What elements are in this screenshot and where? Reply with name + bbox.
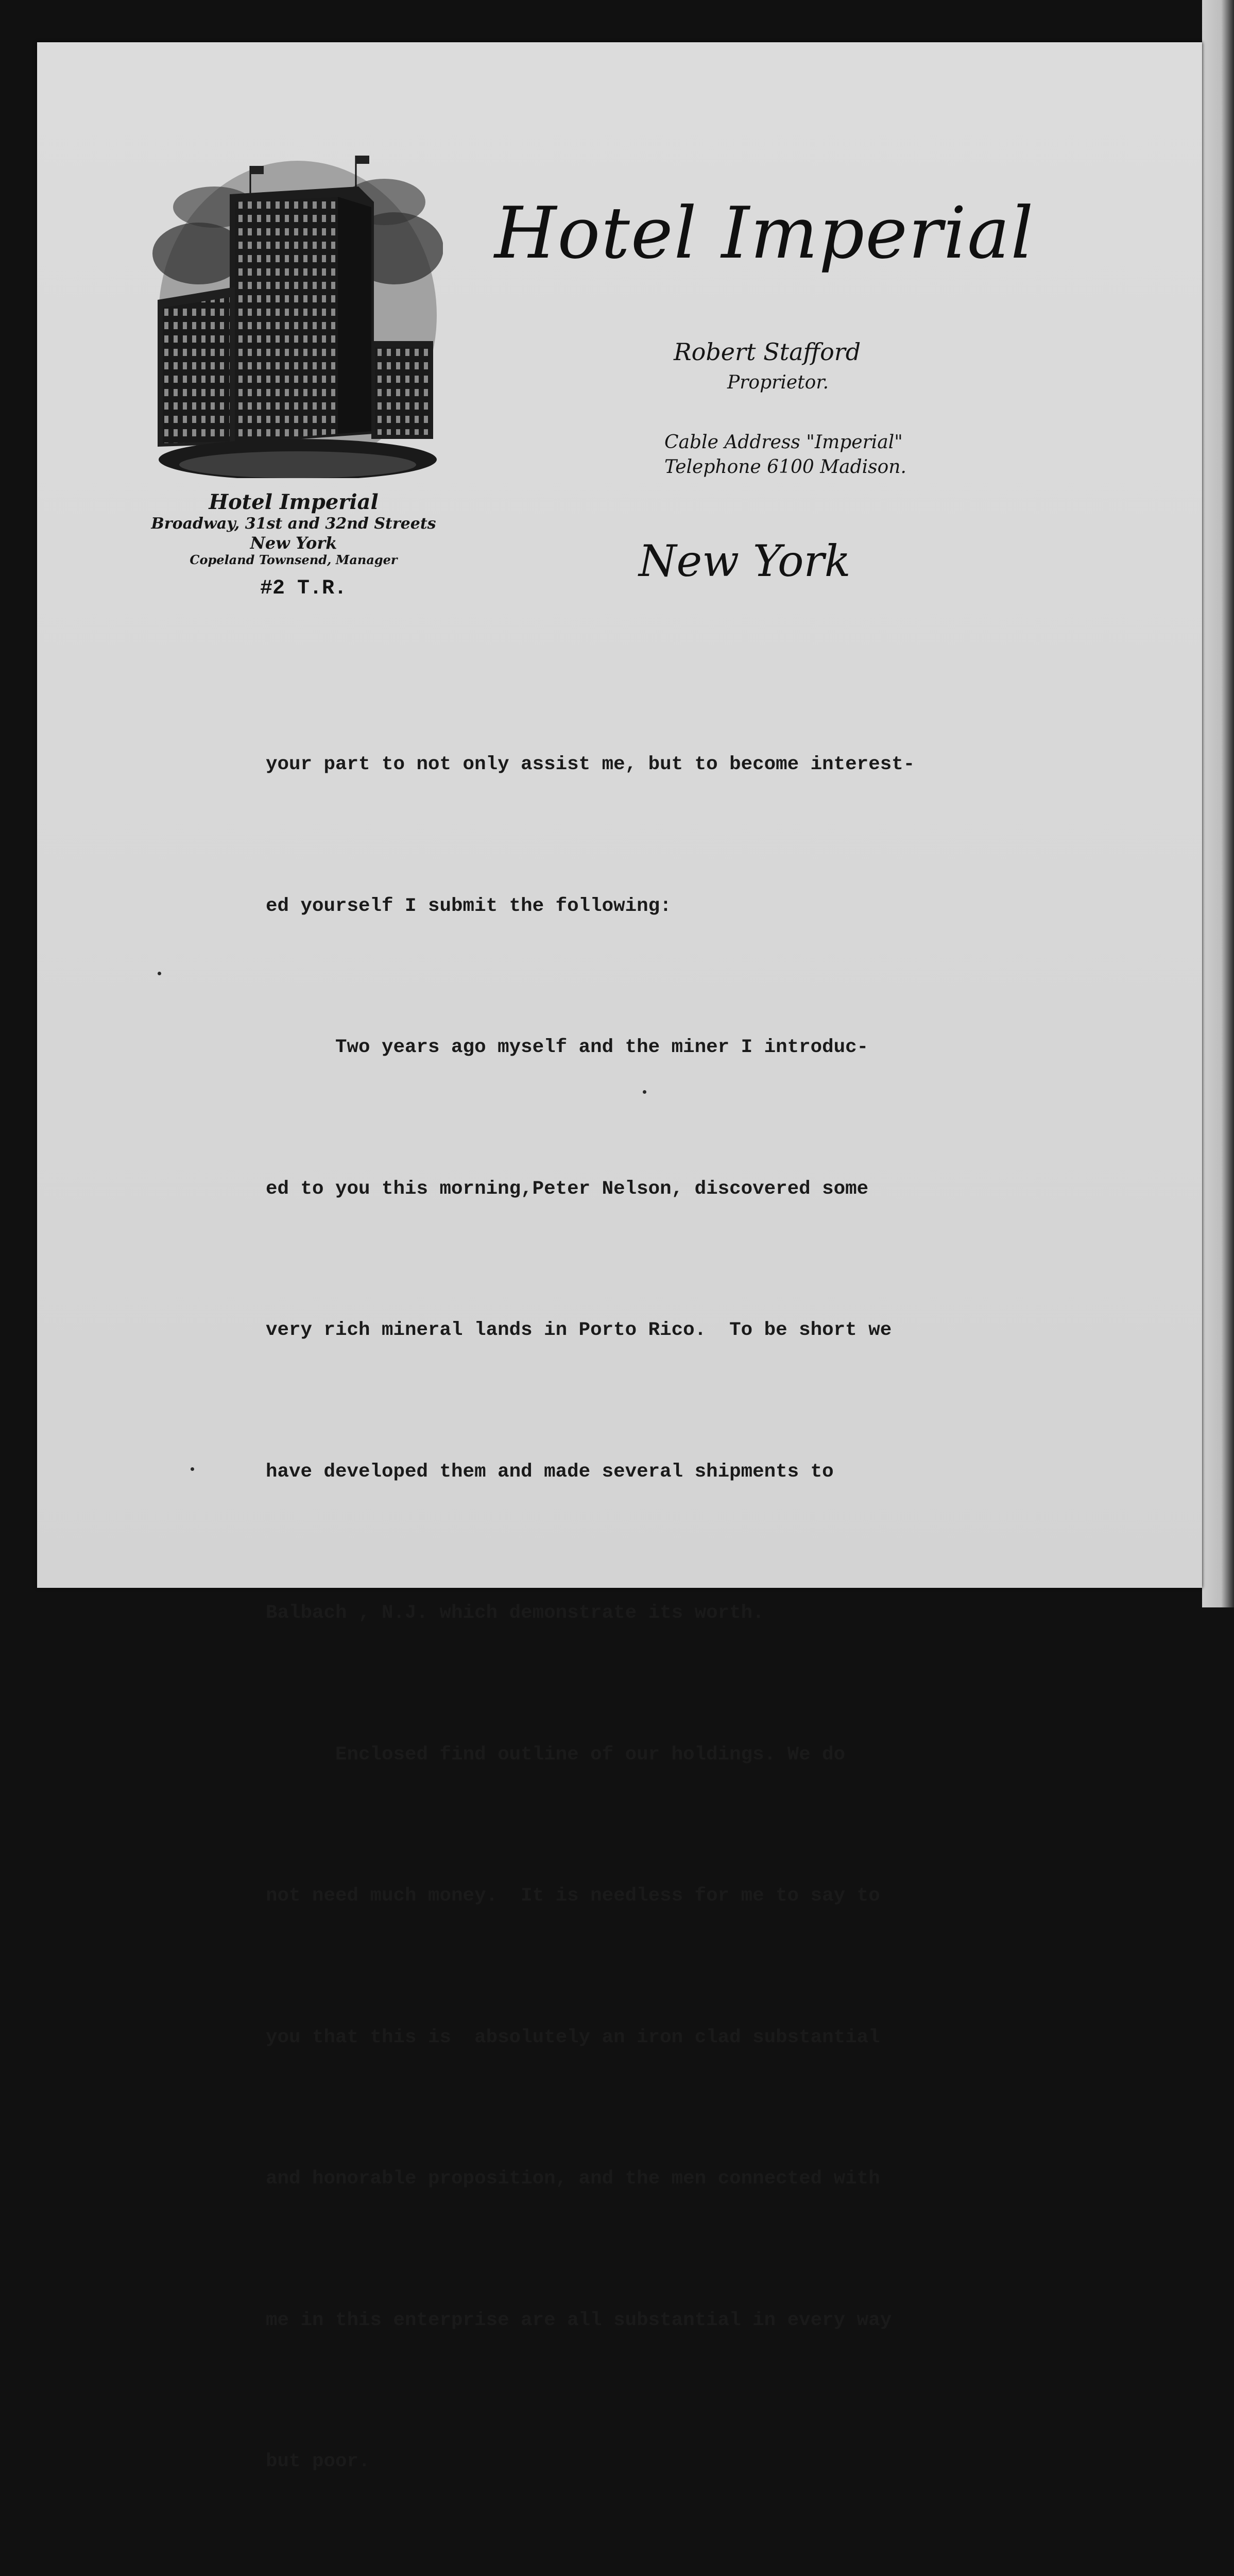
reference-number: #2 T.R. [260, 577, 347, 600]
body-line: you that this is absolutely an iron clad substantial [266, 2026, 880, 2048]
letterhead-title: Hotel Imperial [494, 192, 1035, 275]
telephone-number: Telephone 6100 Madison. [664, 456, 906, 478]
body-line: and honorable proposition, and the men connected with [266, 2168, 880, 2190]
page-edge-strip [1202, 0, 1234, 1607]
body-line: me in this enterprise are all substantial in every way [266, 2309, 892, 2331]
body-line: but poor. [266, 2451, 370, 2472]
paper-speck [191, 1467, 194, 1471]
body-line: Two years ago myself and the miner I introduc- [266, 1037, 869, 1058]
paper-speck [643, 1090, 646, 1094]
caption-city: New York [250, 533, 337, 553]
cable-address: Cable Address "Imperial" [664, 432, 903, 453]
hotel-address-caption [139, 490, 448, 568]
body-line: very rich mineral lands in Porto Rico. To be short we [266, 1319, 892, 1341]
hotel-building-illustration [152, 145, 443, 478]
letter-body [266, 647, 1049, 2576]
body-line: your part to not only assist me, but to become interest- [266, 754, 915, 775]
body-line: have developed them and made several shipments to [266, 1461, 834, 1483]
letterhead-city: New York [639, 536, 851, 586]
caption-address: Broadway, 31st and 32nd Streets [151, 515, 436, 533]
proprietor-name: Robert Stafford [674, 338, 861, 366]
caption-hotel-name: Hotel Imperial [209, 490, 379, 514]
proprietor-title: Proprietor. [727, 372, 829, 393]
paper-speck [158, 972, 161, 975]
caption-manager: Copeland Townsend, Manager [190, 552, 398, 567]
body-line: ed yourself I submit the following: [266, 895, 672, 917]
body-line: not need much money. It is needless for me to say to [266, 1885, 880, 1907]
body-line: Balbach , N.J. which demonstrate its worth. [266, 1602, 764, 1624]
body-line: ed to you this morning,Peter Nelson, discovered some [266, 1178, 869, 1200]
body-line: Enclosed find outline of our holdings. We do [266, 1743, 846, 1766]
